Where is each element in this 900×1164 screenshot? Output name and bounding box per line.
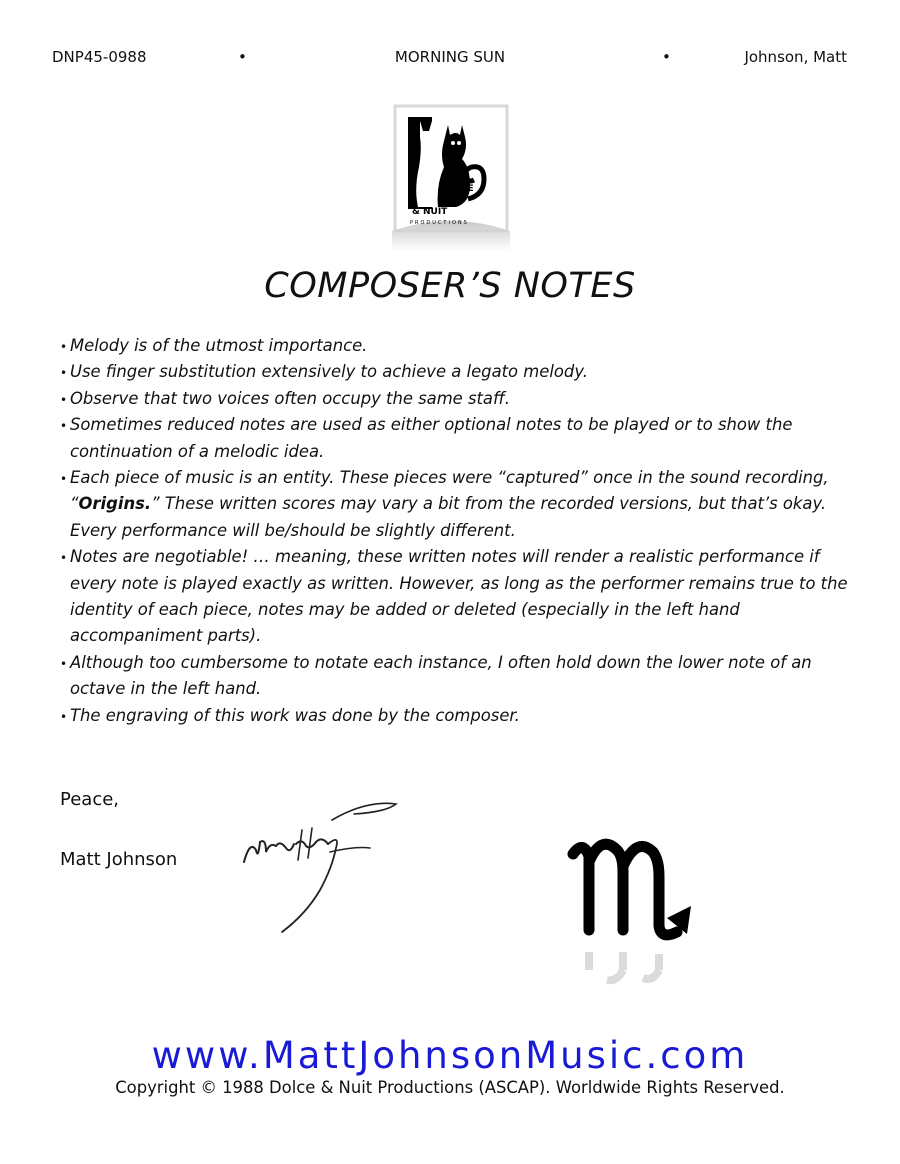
- logo-text: & NUIT: [412, 207, 448, 217]
- signer-name: Matt Johnson: [60, 849, 178, 870]
- header-bullet: •: [662, 48, 671, 66]
- list-item: • Notes are negotiable! … meaning, these written notes will render a realistic performance if every note is played exactly as written. However, as long as the performer remains true to the identity of each piece, notes may be added or deleted (especially in the left hand accompaniment parts).: [60, 544, 860, 650]
- scorpio-icon: [565, 820, 705, 995]
- list-item: • Although too cumbersome to notate each instance, I often hold down the lower note of an octave in the left hand.: [60, 650, 860, 703]
- copyright-notice: Copyright © 1988 Dolce & Nuit Productions (ASCAP). Worldwide Rights Reserved.: [115, 1078, 785, 1097]
- note-text: Each piece of music is an entity. These pieces were “captured” once in the sound recording, “: [70, 468, 829, 514]
- section-title: COMPOSER’S NOTES: [264, 266, 636, 306]
- signature-icon: [236, 790, 406, 940]
- website-link[interactable]: www.MattJohnsonMusic.com: [151, 1034, 749, 1077]
- list-item: [60, 465, 860, 544]
- composer-name: Johnson, Matt: [744, 48, 847, 66]
- page-header: [0, 48, 900, 70]
- list-item: • Sometimes reduced notes are used as either optional notes to be played or to show the continuation of a melodic idea.: [60, 412, 860, 465]
- cat-logo-icon: [392, 103, 510, 253]
- piece-title: MORNING SUN: [394, 48, 506, 66]
- salutation: Peace,: [60, 789, 120, 810]
- list-item: • Melody is of the utmost importance.: [60, 333, 860, 359]
- list-item: • Observe that two voices often occupy the same staff.: [60, 386, 860, 412]
- album-title: Origins.: [78, 494, 152, 514]
- header-bullet: •: [238, 48, 247, 66]
- list-item: • The engraving of this work was done by the composer.: [60, 703, 860, 729]
- note-text: ” These written scores may vary a bit from the recorded versions, but that’s okay. Every performance will be/should be slightly different.: [70, 494, 827, 540]
- notes-list: [60, 333, 860, 729]
- logo-text: PRODUCTIONS: [410, 220, 469, 226]
- list-item: • Use finger substitution extensively to achieve a legato melody.: [60, 359, 860, 385]
- logo-text: DOLCE: [440, 184, 474, 194]
- catalog-number: DNP45-0988: [52, 48, 147, 66]
